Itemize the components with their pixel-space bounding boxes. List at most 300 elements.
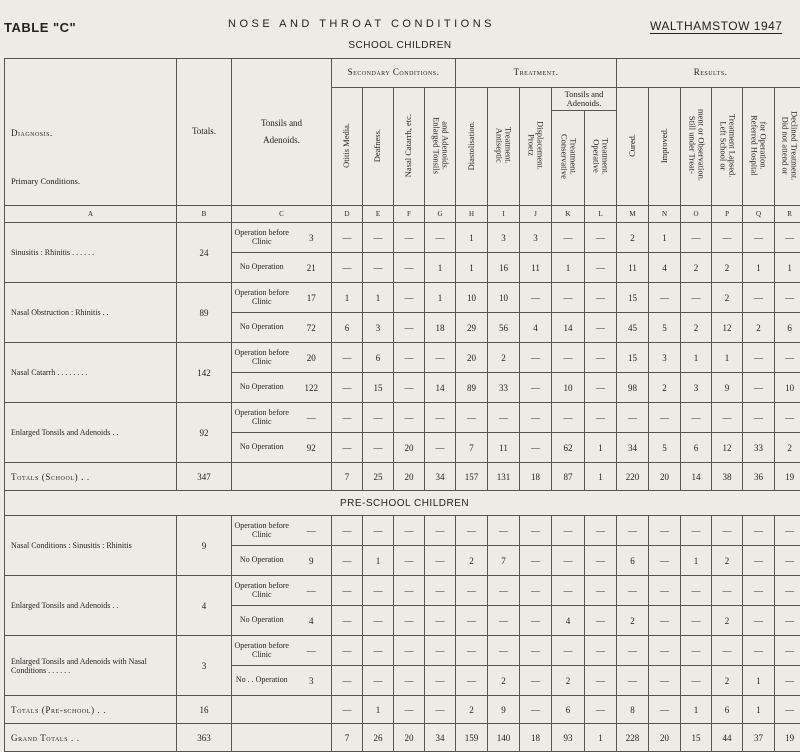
value-cell: 20 xyxy=(394,463,425,491)
value-cell: 5 xyxy=(649,433,681,463)
value-cell: 26 xyxy=(363,724,394,752)
value-cell: — xyxy=(649,403,681,433)
value-cell: — xyxy=(681,666,712,696)
value-cell: — xyxy=(332,373,363,403)
value-cell: — xyxy=(332,546,363,576)
value-cell: — xyxy=(585,666,617,696)
value-cell: — xyxy=(552,223,585,253)
value-cell: — xyxy=(394,516,425,546)
value-cell: 44 xyxy=(712,724,743,752)
table-tag: TABLE "C" xyxy=(4,20,76,35)
operation-type-cell: Operation before Clinic xyxy=(232,576,292,606)
value-cell: — xyxy=(425,516,456,546)
count-cell: 3 xyxy=(292,666,332,696)
value-cell: — xyxy=(425,546,456,576)
value-cell: — xyxy=(425,576,456,606)
value-cell: — xyxy=(775,343,800,373)
totals-row xyxy=(5,696,800,724)
operation-type-cell: No Operation xyxy=(232,313,292,343)
total-cell: 363 xyxy=(177,724,232,752)
value-cell: — xyxy=(332,403,363,433)
value-cell: — xyxy=(425,403,456,433)
value-cell: — xyxy=(488,576,520,606)
value-cell: — xyxy=(520,636,552,666)
value-cell: — xyxy=(585,253,617,283)
value-cell: — xyxy=(520,373,552,403)
blank-cell xyxy=(292,696,332,724)
value-cell: — xyxy=(743,223,775,253)
value-cell: 62 xyxy=(552,433,585,463)
conservative-header: Conservative Treatment. xyxy=(552,111,585,206)
value-cell: 89 xyxy=(456,373,488,403)
value-cell: 4 xyxy=(520,313,552,343)
total-cell: 4 xyxy=(177,576,232,636)
value-cell: 1 xyxy=(585,433,617,463)
value-cell: 29 xyxy=(456,313,488,343)
value-cell: 7 xyxy=(488,546,520,576)
value-cell: — xyxy=(681,223,712,253)
value-cell: — xyxy=(649,606,681,636)
value-cell: 9 xyxy=(712,373,743,403)
value-cell: 2 xyxy=(488,666,520,696)
value-cell: — xyxy=(552,546,585,576)
value-cell: — xyxy=(681,516,712,546)
value-cell: 18 xyxy=(520,463,552,491)
value-cell: 2 xyxy=(775,433,800,463)
value-cell: 1 xyxy=(743,253,775,283)
value-cell: — xyxy=(394,373,425,403)
operation-type-cell: Operation before Clinic xyxy=(232,516,292,546)
value-cell: 2 xyxy=(488,343,520,373)
deafness-header: Deafness. xyxy=(363,88,394,206)
value-cell: — xyxy=(332,606,363,636)
value-cell: — xyxy=(363,636,394,666)
nasal-catarrh-header: Nasal Catarrh, etc. xyxy=(394,88,425,206)
value-cell: 228 xyxy=(617,724,649,752)
totals-label: Totals (School) . . xyxy=(5,463,177,491)
value-cell: 2 xyxy=(456,696,488,724)
diagnosis-header: Diagnosis. Primary Conditions. xyxy=(5,59,177,206)
value-cell: — xyxy=(520,606,552,636)
value-cell: — xyxy=(712,576,743,606)
value-cell: — xyxy=(488,606,520,636)
value-cell: — xyxy=(617,576,649,606)
value-cell: — xyxy=(775,636,800,666)
did-not-attend-header: Did not attend or Declined Treatment. xyxy=(775,88,800,206)
totals-label: Grand Totals . . xyxy=(5,724,177,752)
value-cell: 2 xyxy=(712,283,743,313)
totals-row xyxy=(5,724,800,752)
value-cell: — xyxy=(712,636,743,666)
column-letter: E xyxy=(363,206,394,223)
value-cell: 11 xyxy=(488,433,520,463)
value-cell: 1 xyxy=(743,696,775,724)
value-cell: — xyxy=(552,576,585,606)
totals-label: Totals (Pre-school) . . xyxy=(5,696,177,724)
value-cell: — xyxy=(585,313,617,343)
value-cell: — xyxy=(332,223,363,253)
value-cell: — xyxy=(394,576,425,606)
value-cell: 34 xyxy=(617,433,649,463)
value-cell: 7 xyxy=(332,724,363,752)
value-cell: — xyxy=(394,546,425,576)
value-cell: 10 xyxy=(552,373,585,403)
value-cell: 1 xyxy=(363,283,394,313)
diagnosis-cell: Enlarged Tonsils and Adenoids . . xyxy=(5,403,177,463)
value-cell: 3 xyxy=(520,223,552,253)
value-cell: — xyxy=(425,606,456,636)
value-cell: — xyxy=(425,636,456,666)
page-title: NOSE AND THROAT CONDITIONS xyxy=(228,18,495,30)
column-letter: L xyxy=(585,206,617,223)
column-letter: H xyxy=(456,206,488,223)
value-cell: 16 xyxy=(488,253,520,283)
value-cell: — xyxy=(552,283,585,313)
value-cell: 159 xyxy=(456,724,488,752)
value-cell: 2 xyxy=(649,373,681,403)
value-cell: — xyxy=(712,223,743,253)
value-cell: 10 xyxy=(488,283,520,313)
value-cell: 9 xyxy=(488,696,520,724)
value-cell: — xyxy=(585,576,617,606)
value-cell: 1 xyxy=(775,253,800,283)
value-cell: — xyxy=(456,636,488,666)
count-cell: 72 xyxy=(292,313,332,343)
value-cell: — xyxy=(649,283,681,313)
value-cell: — xyxy=(394,343,425,373)
value-cell: — xyxy=(775,283,800,313)
value-cell: — xyxy=(681,283,712,313)
value-cell: — xyxy=(681,576,712,606)
blank-cell xyxy=(292,724,332,752)
value-cell: 2 xyxy=(552,666,585,696)
blank-cell xyxy=(232,463,292,491)
value-cell: — xyxy=(617,636,649,666)
value-cell: — xyxy=(649,516,681,546)
value-cell: 2 xyxy=(712,666,743,696)
value-cell: 7 xyxy=(332,463,363,491)
value-cell: 1 xyxy=(649,223,681,253)
value-cell: 14 xyxy=(552,313,585,343)
value-cell: 6 xyxy=(332,313,363,343)
value-cell: — xyxy=(394,403,425,433)
diastolisation-header: Diastolisation. xyxy=(456,88,488,206)
count-cell: 17 xyxy=(292,283,332,313)
value-cell: 45 xyxy=(617,313,649,343)
total-cell: 3 xyxy=(177,636,232,696)
value-cell: 2 xyxy=(617,223,649,253)
column-letter: A xyxy=(5,206,177,223)
value-cell: 1 xyxy=(585,463,617,491)
value-cell: 2 xyxy=(743,313,775,343)
value-cell: — xyxy=(363,516,394,546)
operation-type-cell: Operation before Clinic xyxy=(232,403,292,433)
value-cell: — xyxy=(363,666,394,696)
value-cell: 5 xyxy=(649,313,681,343)
value-cell: — xyxy=(585,696,617,724)
enlarged-tonsils-header: Enlarged Tonsils and Adenoids. xyxy=(425,88,456,206)
value-cell: — xyxy=(743,403,775,433)
value-cell: 25 xyxy=(363,463,394,491)
value-cell: — xyxy=(585,516,617,546)
value-cell: — xyxy=(332,666,363,696)
value-cell: 3 xyxy=(488,223,520,253)
cured-header: Cured. xyxy=(617,88,649,206)
secondary-conditions-header: Secondary Conditions. xyxy=(332,59,456,88)
value-cell: 6 xyxy=(552,696,585,724)
value-cell: — xyxy=(363,606,394,636)
value-cell: — xyxy=(520,433,552,463)
value-cell: — xyxy=(775,516,800,546)
column-letter-row xyxy=(5,206,800,223)
value-cell: 2 xyxy=(681,313,712,343)
tonsils-adenoids-header: Tonsils and Adenoids. xyxy=(232,59,332,206)
value-cell: 4 xyxy=(649,253,681,283)
value-cell: — xyxy=(585,606,617,636)
column-letter: J xyxy=(520,206,552,223)
results-header: Results. xyxy=(617,59,800,88)
value-cell: — xyxy=(649,576,681,606)
value-cell: — xyxy=(520,696,552,724)
column-letter: P xyxy=(712,206,743,223)
value-cell: 20 xyxy=(649,724,681,752)
value-cell: 12 xyxy=(712,433,743,463)
table-row xyxy=(5,516,800,546)
totals-header: Totals. xyxy=(177,59,232,206)
value-cell: 1 xyxy=(425,253,456,283)
value-cell: 56 xyxy=(488,313,520,343)
value-cell: 20 xyxy=(394,433,425,463)
value-cell: — xyxy=(425,696,456,724)
value-cell: — xyxy=(520,546,552,576)
operation-type-cell: Operation before Clinic xyxy=(232,223,292,253)
section-subtitle: SCHOOL CHILDREN xyxy=(0,40,800,51)
preschool-heading: PRE-SCHOOL CHILDREN xyxy=(5,491,800,516)
value-cell: — xyxy=(456,516,488,546)
value-cell: — xyxy=(585,343,617,373)
value-cell: 3 xyxy=(649,343,681,373)
total-cell: 89 xyxy=(177,283,232,343)
value-cell: 15 xyxy=(617,343,649,373)
value-cell: — xyxy=(585,636,617,666)
value-cell: 3 xyxy=(681,373,712,403)
value-cell: 34 xyxy=(425,463,456,491)
value-cell: 2 xyxy=(712,253,743,283)
blank-cell xyxy=(292,463,332,491)
value-cell: 37 xyxy=(743,724,775,752)
value-cell: — xyxy=(332,636,363,666)
value-cell: 19 xyxy=(775,463,800,491)
value-cell: 34 xyxy=(425,724,456,752)
value-cell: — xyxy=(363,223,394,253)
blank-cell xyxy=(232,724,292,752)
value-cell: 1 xyxy=(743,666,775,696)
value-cell: 1 xyxy=(456,253,488,283)
count-cell: 20 xyxy=(292,343,332,373)
treatment-header: Treatment. xyxy=(456,59,617,88)
value-cell: 1 xyxy=(681,696,712,724)
value-cell: — xyxy=(520,403,552,433)
value-cell: 1 xyxy=(363,696,394,724)
operation-type-cell: No Operation xyxy=(232,253,292,283)
value-cell: — xyxy=(363,253,394,283)
total-cell: 9 xyxy=(177,516,232,576)
value-cell: 1 xyxy=(425,283,456,313)
value-cell: — xyxy=(363,403,394,433)
still-under-treatment-header: Still under Treat- ment or Observation. xyxy=(681,88,712,206)
count-cell: — xyxy=(292,516,332,546)
value-cell: — xyxy=(332,516,363,546)
count-cell: 21 xyxy=(292,253,332,283)
value-cell: — xyxy=(425,666,456,696)
value-cell: — xyxy=(712,403,743,433)
totals-row xyxy=(5,463,800,491)
diagnosis-cell: Nasal Catarrh . . . . . . . . xyxy=(5,343,177,403)
value-cell: 20 xyxy=(456,343,488,373)
count-cell: 4 xyxy=(292,606,332,636)
value-cell: — xyxy=(488,403,520,433)
value-cell: 10 xyxy=(456,283,488,313)
value-cell: — xyxy=(552,343,585,373)
count-cell: — xyxy=(292,636,332,666)
value-cell: 1 xyxy=(456,223,488,253)
value-cell: 7 xyxy=(456,433,488,463)
column-letter: N xyxy=(649,206,681,223)
column-letter: I xyxy=(488,206,520,223)
value-cell: 131 xyxy=(488,463,520,491)
value-cell: 14 xyxy=(681,463,712,491)
value-cell: — xyxy=(520,283,552,313)
operation-type-cell: Operation before Clinic xyxy=(232,343,292,373)
value-cell: — xyxy=(775,576,800,606)
value-cell: — xyxy=(585,546,617,576)
value-cell: 36 xyxy=(743,463,775,491)
value-cell: — xyxy=(743,546,775,576)
value-cell: 15 xyxy=(363,373,394,403)
value-cell: — xyxy=(712,516,743,546)
value-cell: — xyxy=(394,283,425,313)
value-cell: — xyxy=(332,576,363,606)
diagnosis-cell: Nasal Conditions : Sinusitis : Rhinitis xyxy=(5,516,177,576)
count-cell: — xyxy=(292,576,332,606)
diagnosis-cell: Enlarged Tonsils and Adenoids . . xyxy=(5,576,177,636)
operative-header: Operative Treatment. xyxy=(585,111,617,206)
operation-type-cell: No . . Operation xyxy=(232,666,292,696)
value-cell: — xyxy=(585,373,617,403)
table-row xyxy=(5,343,800,373)
column-letter: F xyxy=(394,206,425,223)
column-letter: Q xyxy=(743,206,775,223)
value-cell: — xyxy=(332,343,363,373)
value-cell: — xyxy=(520,576,552,606)
value-cell: — xyxy=(363,433,394,463)
value-cell: 4 xyxy=(552,606,585,636)
column-letter: D xyxy=(332,206,363,223)
count-cell: 122 xyxy=(292,373,332,403)
total-cell: 347 xyxy=(177,463,232,491)
value-cell: — xyxy=(775,223,800,253)
value-cell: 98 xyxy=(617,373,649,403)
value-cell: 15 xyxy=(617,283,649,313)
table-row xyxy=(5,283,800,313)
value-cell: — xyxy=(743,576,775,606)
value-cell: 2 xyxy=(617,606,649,636)
improved-header: Improved. xyxy=(649,88,681,206)
value-cell: 20 xyxy=(394,724,425,752)
value-cell: — xyxy=(394,636,425,666)
value-cell: — xyxy=(456,576,488,606)
left-school-header: Left School or Treatment Lapsed. xyxy=(712,88,743,206)
value-cell: — xyxy=(332,253,363,283)
column-letter: K xyxy=(552,206,585,223)
value-cell: — xyxy=(363,576,394,606)
value-cell: — xyxy=(649,666,681,696)
value-cell: 18 xyxy=(425,313,456,343)
column-letter: M xyxy=(617,206,649,223)
value-cell: 1 xyxy=(552,253,585,283)
table-row xyxy=(5,636,800,666)
value-cell: — xyxy=(649,696,681,724)
total-cell: 24 xyxy=(177,223,232,283)
value-cell: — xyxy=(488,516,520,546)
value-cell: 2 xyxy=(456,546,488,576)
value-cell: — xyxy=(649,636,681,666)
value-cell: — xyxy=(775,696,800,724)
value-cell: — xyxy=(552,403,585,433)
value-cell: — xyxy=(775,606,800,636)
value-cell: — xyxy=(775,546,800,576)
operation-type-cell: Operation before Clinic xyxy=(232,283,292,313)
value-cell: — xyxy=(617,516,649,546)
proetz-header: Proetz Displacement. xyxy=(520,88,552,206)
value-cell: 157 xyxy=(456,463,488,491)
value-cell: — xyxy=(520,666,552,696)
value-cell: — xyxy=(456,403,488,433)
value-cell: — xyxy=(520,516,552,546)
diagnosis-cell: Nasal Obstruction : Rhinitis . . xyxy=(5,283,177,343)
value-cell: 19 xyxy=(775,724,800,752)
value-cell: — xyxy=(394,223,425,253)
value-cell: 1 xyxy=(712,343,743,373)
value-cell: — xyxy=(394,253,425,283)
value-cell: — xyxy=(585,403,617,433)
value-cell: — xyxy=(394,313,425,343)
value-cell: — xyxy=(743,636,775,666)
value-cell: 6 xyxy=(681,433,712,463)
value-cell: 87 xyxy=(552,463,585,491)
value-cell: — xyxy=(775,403,800,433)
value-cell: — xyxy=(585,283,617,313)
value-cell: 11 xyxy=(617,253,649,283)
operation-type-cell: No Operation xyxy=(232,373,292,403)
value-cell: 15 xyxy=(681,724,712,752)
count-cell: — xyxy=(292,403,332,433)
operation-type-cell: No Operation xyxy=(232,606,292,636)
value-cell: 6 xyxy=(363,343,394,373)
value-cell: 2 xyxy=(712,606,743,636)
value-cell: — xyxy=(394,606,425,636)
value-cell: 1 xyxy=(585,724,617,752)
value-cell: 1 xyxy=(363,546,394,576)
preschool-heading-row xyxy=(5,491,800,516)
value-cell: — xyxy=(425,433,456,463)
value-cell: 1 xyxy=(332,283,363,313)
referred-hospital-header: Referred Hospital for Operation. xyxy=(743,88,775,206)
value-cell: 8 xyxy=(617,696,649,724)
table-row xyxy=(5,403,800,433)
diagnosis-cell: Sinusitis : Rhinitis . . . . . . xyxy=(5,223,177,283)
value-cell: — xyxy=(332,433,363,463)
